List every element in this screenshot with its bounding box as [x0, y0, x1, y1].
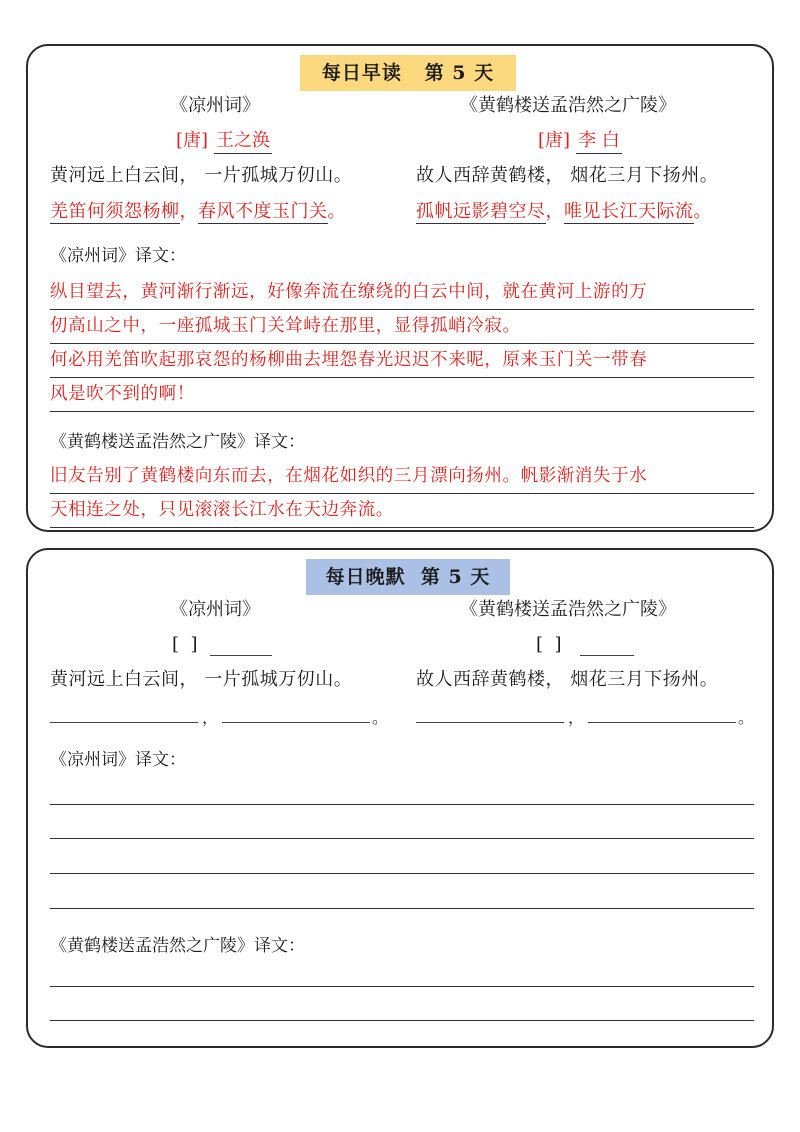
poem2-blank-sep: ， — [568, 708, 585, 727]
poem1-line1-a: 黄河远上白云间， — [50, 669, 198, 690]
trans1-line: 风是吹不到的啊！ — [50, 378, 754, 412]
poem1-author-row — [176, 129, 272, 154]
poem1-title: 《凉州词》 — [170, 599, 260, 620]
poem2-blank-end: 。 — [738, 708, 755, 727]
poem2-line2-blank-a[interactable] — [416, 722, 564, 723]
poem2-line2-sep: ， — [545, 201, 564, 222]
poem1-line1-b: 一片孤城万仞山。 — [204, 165, 353, 186]
evening-title: 每日晚默 第 5 天 — [306, 559, 510, 595]
poem2-dynasty: [唐] — [538, 130, 571, 151]
poem2-author-row — [538, 129, 622, 154]
evening-dictation-card — [26, 548, 774, 1048]
trans2-write-line[interactable] — [50, 1020, 754, 1021]
trans2-label: 《黄鹤楼送孟浩然之广陵》译文： — [50, 432, 305, 452]
trans1-line: 仞高山之中，一座孤城玉门关耸峙在那里，显得孤峭冷寂。 — [50, 310, 754, 344]
poem1-line2-blank-b[interactable] — [222, 722, 370, 723]
trans2-line: 天相连之处，只见滚滚长江水在天边奔流。 — [50, 494, 754, 528]
poem2-line2-b: 唯见长江天际流 — [564, 201, 694, 222]
trans1-write-line[interactable] — [50, 908, 754, 909]
trans1-block — [50, 276, 754, 412]
poem1-author: 王之涣 — [214, 129, 272, 154]
poem2-line1-a: 故人西辞黄鹤楼， — [416, 669, 564, 690]
poem2-line2 — [416, 200, 712, 224]
trans2-label: 《黄鹤楼送孟浩然之广陵》译文： — [50, 936, 305, 956]
poem1-line1 — [50, 668, 352, 692]
poem2-line1-a: 故人西辞黄鹤楼， — [416, 165, 564, 186]
poem1-line1-a: 黄河远上白云间， — [50, 165, 198, 186]
poem1-line1-b: 一片孤城万仞山。 — [204, 669, 353, 690]
poem1-line2-blank-a[interactable] — [50, 722, 198, 723]
poem1-title: 《凉州词》 — [170, 95, 260, 116]
poem2-line2-end: 。 — [693, 201, 712, 222]
trans1-write-line[interactable] — [50, 838, 754, 839]
poem2-line1-b: 烟花三月下扬州。 — [570, 669, 719, 690]
poem1-blank-sep: ， — [202, 708, 219, 727]
poem2-dynasty-blank: [ ] — [536, 634, 562, 655]
poem2-line1 — [416, 668, 718, 692]
poem1-line2-sep: ， — [179, 201, 198, 222]
poem2-author-blank[interactable] — [580, 655, 634, 656]
poem1-author-blank[interactable] — [210, 655, 272, 656]
poem1-dynasty: [唐] — [176, 130, 209, 151]
poem2-line1-b: 烟花三月下扬州。 — [570, 165, 719, 186]
trans1-line: 纵目望去，黄河渐行渐远，好像奔流在缭绕的白云中间，就在黄河上游的万 — [50, 276, 754, 310]
poem1-line1 — [50, 164, 352, 188]
trans2-line: 旧友告别了黄鹤楼向东而去，在烟花如织的三月漂向扬州。帆影渐消失于水 — [50, 460, 754, 494]
trans2-write-line[interactable] — [50, 986, 754, 987]
poem1-line2-end: 。 — [327, 201, 346, 222]
trans1-line: 何必用羌笛吹起那哀怨的杨柳曲去埋怨春光迟迟不来呢，原来玉门关一带春 — [50, 344, 754, 378]
poem1-line2 — [50, 200, 346, 224]
poem2-title: 《黄鹤楼送孟浩然之广陵》 — [460, 599, 676, 620]
poem1-line2-a: 羌笛何须怨杨柳 — [50, 201, 180, 222]
poem2-author: 李 白 — [576, 129, 622, 154]
poem1-dynasty-blank: [ ] — [172, 634, 198, 655]
trans1-label: 《凉州词》译文： — [50, 750, 186, 770]
trans2-block — [50, 460, 754, 528]
poem2-line2-a: 孤帆远影碧空尽 — [416, 201, 546, 222]
poem2-title: 《黄鹤楼送孟浩然之广陵》 — [460, 95, 676, 116]
morning-title: 每日早读 第 5 天 — [300, 55, 516, 91]
trans1-write-line[interactable] — [50, 873, 754, 874]
trans1-label: 《凉州词》译文： — [50, 246, 186, 266]
trans1-write-line[interactable] — [50, 804, 754, 805]
poem1-blank-end: 。 — [372, 708, 389, 727]
poem1-line2-b: 春风不度玉门关 — [198, 201, 328, 222]
poem2-line2-blank-b[interactable] — [588, 722, 736, 723]
morning-reading-card — [26, 44, 774, 532]
poem2-line1 — [416, 164, 718, 188]
